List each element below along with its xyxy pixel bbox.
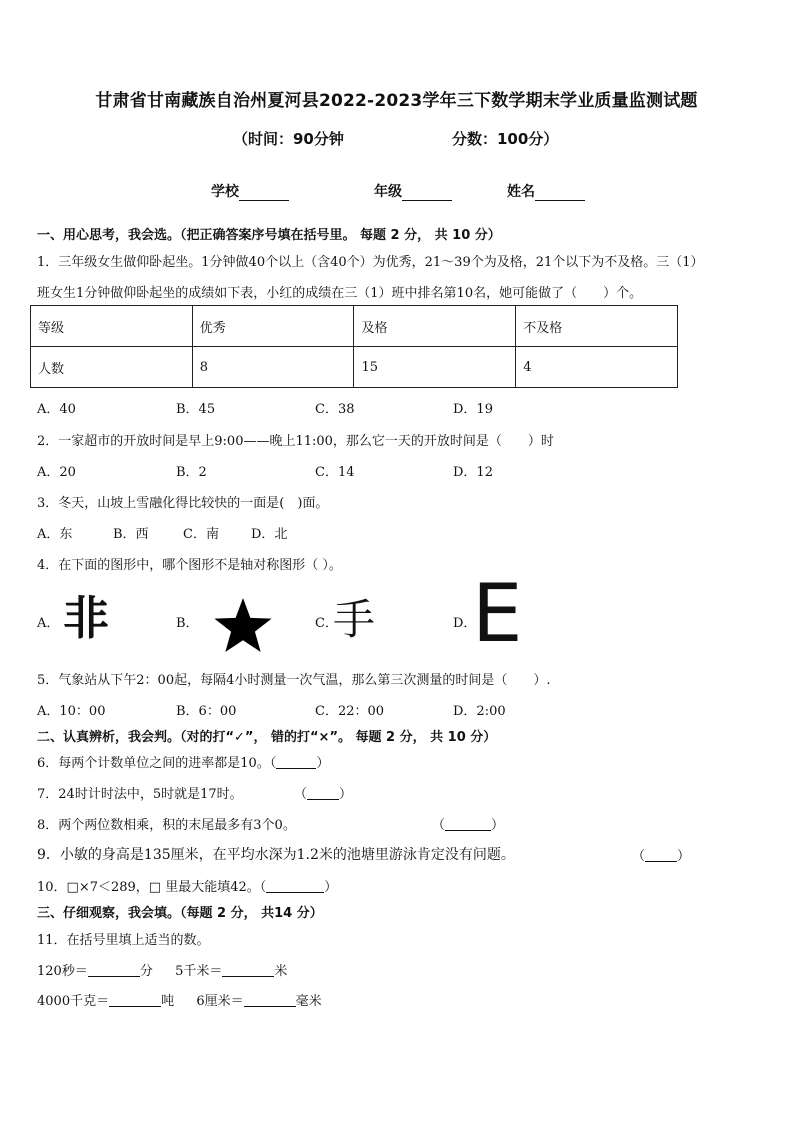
q11-r1a-blank[interactable] (88, 964, 140, 977)
q6-text (37, 752, 329, 771)
q4-text: 4．在下面的图形中，哪个图形不是轴对称图形（ ）。 (37, 558, 342, 573)
q6-statement: 6．每两个计数单位之间的进率都是10。（ (37, 756, 277, 771)
q11-row-1 (37, 960, 287, 979)
q10-text (37, 876, 337, 895)
q1-option-c[interactable]: C．38 (315, 402, 355, 417)
q5-option-c[interactable]: C．22：00 (315, 704, 385, 719)
school-blank[interactable] (239, 186, 289, 201)
table-row (31, 306, 678, 347)
q11-r1b-unit: 米 (274, 964, 288, 979)
section-2-heading: 二、认真辨析，我会判。（对的打“✓”， 错的打“×”。 每题 2 分， 共 10 分） (37, 730, 497, 745)
q11-r1a-label: 120秒＝ (37, 964, 88, 979)
q2-text: 2．一家超市的开放时间是早上9:00——晚上11:00，那么它一天的开放时间是（ ）时 (37, 434, 554, 449)
q2-option-d[interactable]: D．12 (453, 465, 493, 480)
q8-answer-blank[interactable] (445, 818, 491, 831)
exam-score: 分数：100分） (452, 130, 559, 148)
table-cell: 4 (516, 347, 678, 388)
grade-blank[interactable] (402, 186, 452, 201)
q1-text-line2: 班女生1分钟做仰卧起坐的成绩如下表，小红的成绩在三（1）班中排名第10名，她可能做了（ ）个。 (37, 286, 643, 301)
q11-r2b-label: 6厘米＝ (196, 994, 244, 1009)
q3-option-c[interactable]: C．南 (183, 527, 219, 542)
q7-close-paren: ） (339, 787, 353, 802)
q5-option-a[interactable]: A．10：00 (37, 704, 106, 719)
table-cell: 8 (192, 347, 354, 388)
table-cell: 15 (354, 347, 516, 388)
q11-r1b-label: 5千米＝ (175, 964, 223, 979)
name-blank[interactable] (535, 186, 585, 201)
section-3-heading: 三、仔细观察，我会填。（每题 2 分， 共14 分） (37, 906, 323, 921)
q9-close-paren: ） (677, 849, 691, 864)
q3-option-b[interactable]: B．西 (113, 527, 149, 542)
q4-figure-shou: 手 (333, 595, 376, 644)
page-title: 甘肃省甘南藏族自治州夏河县2022-2023学年三下数学期末学业质量监测试题 (95, 91, 698, 111)
q9-answer[interactable] (632, 845, 690, 864)
q8-close-paren: ） (491, 818, 505, 833)
q7-answer[interactable] (294, 783, 352, 802)
name-label: 姓名 (507, 184, 535, 200)
q7-text: 7．24时计时法中，5时就是17时。 (37, 787, 243, 802)
table-header-cell: 及格 (354, 306, 516, 347)
table-row-label: 人数 (31, 347, 193, 388)
q11-r2a-blank[interactable] (109, 994, 161, 1007)
q10-close-paren: ） (324, 880, 338, 895)
q3-text: 3．冬天，山坡上雪融化得比较快的一面是( )面。 (37, 496, 329, 511)
q2-option-a[interactable]: A．20 (37, 465, 76, 480)
section-1-heading: 一、用心思考，我会选。（把正确答案序号填在括号里。 每题 2 分， 共 10 分） (37, 228, 501, 243)
table-header-cell: 等级 (31, 306, 193, 347)
q2-option-c[interactable]: C．14 (315, 465, 355, 480)
name-field[interactable] (507, 181, 585, 201)
q1-option-b[interactable]: B．45 (176, 402, 216, 417)
star-icon (212, 596, 274, 654)
q11-text: 11．在括号里填上适当的数。 (37, 933, 210, 948)
q3-option-a[interactable]: A．东 (37, 527, 73, 542)
q10-answer-blank[interactable] (266, 880, 324, 893)
q1-option-a[interactable]: A．40 (37, 402, 76, 417)
q11-r2b-unit: 毫米 (295, 994, 322, 1009)
q5-option-b[interactable]: B．6：00 (176, 704, 237, 719)
q4-label-d[interactable]: D． (453, 616, 477, 631)
q7-open-paren: （ (294, 787, 308, 802)
table-row (31, 347, 678, 388)
q9-open-paren: （ (632, 849, 646, 864)
q9-text: 9．小敏的身高是135厘米，在平均水深为1.2米的池塘里游泳肯定没有问题。 (37, 847, 515, 863)
school-field[interactable] (211, 181, 289, 201)
school-label: 学校 (211, 184, 239, 200)
q8-open-paren: （ (432, 818, 446, 833)
q7-answer-blank[interactable] (307, 787, 339, 800)
q4-label-c[interactable]: C． (315, 616, 338, 631)
q5-option-d[interactable]: D．2:00 (453, 704, 506, 719)
q1-text-line1: 1．三年级女生做仰卧起坐。1分钟做40个以上（含40个）为优秀，21～39个为及格，21个以下为不及格。三（1） (37, 255, 704, 270)
q4-label-a[interactable]: A． (37, 616, 60, 631)
grade-label: 年级 (374, 184, 402, 200)
q11-r1a-unit: 分 (139, 964, 153, 979)
q6-close-paren: ） (316, 756, 330, 771)
q11-row-2 (37, 990, 322, 1009)
q11-r2a-label: 4000千克＝ (37, 994, 110, 1009)
q8-answer[interactable] (432, 814, 504, 833)
exam-time: （时间：90分钟 (233, 130, 344, 148)
q11-r2b-blank[interactable] (244, 994, 296, 1007)
q8-text: 8．两个两位数相乘，积的末尾最多有3个0。 (37, 818, 296, 833)
q4-figure-fei: 非 (63, 591, 109, 645)
q6-answer-blank[interactable] (276, 756, 316, 769)
q11-r2a-unit: 吨 (161, 994, 175, 1009)
q10-statement: 10．□×7＜289，□ 里最大能填42。（ (37, 880, 267, 895)
grade-field[interactable] (374, 181, 452, 201)
q11-r1b-blank[interactable] (222, 964, 274, 977)
q5-text: 5．气象站从下午2：00起，每隔4小时测量一次气温，那么第三次测量的时间是（ ）. (37, 673, 551, 688)
grade-table (30, 305, 678, 388)
q4-figure-e: E (472, 567, 523, 660)
q3-option-d[interactable]: D．北 (251, 527, 288, 542)
q2-option-b[interactable]: B．2 (176, 465, 207, 480)
q4-label-b[interactable]: B． (176, 616, 199, 631)
q9-answer-blank[interactable] (645, 849, 677, 862)
table-header-cell: 优秀 (192, 306, 354, 347)
q1-option-d[interactable]: D．19 (453, 402, 493, 417)
table-header-cell: 不及格 (516, 306, 678, 347)
